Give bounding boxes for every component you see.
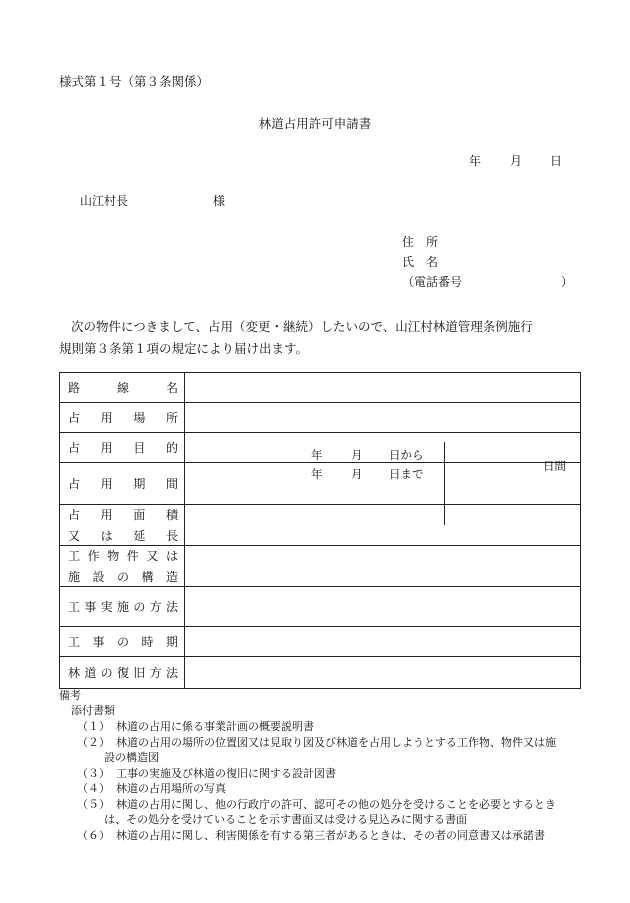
label-construction-time bbox=[60, 626, 185, 656]
notes-subheading: 添付書類 bbox=[71, 704, 115, 717]
notes-heading: 備考 bbox=[59, 689, 81, 702]
label-char: 又 bbox=[68, 528, 81, 543]
label-char: 用 bbox=[100, 411, 113, 426]
label-char: 設 bbox=[92, 569, 105, 584]
note-2-continuation: 設の構造図 bbox=[104, 751, 159, 764]
request-line-1: 次の物件につきまして、占用（変更・継続）したいので、山江村林道管理条例施行 bbox=[71, 319, 533, 334]
row-route-name bbox=[60, 373, 581, 403]
value-construction-time[interactable] bbox=[185, 626, 581, 656]
applicant-phone-label: （電話番号 bbox=[402, 275, 463, 289]
label-char: 名 bbox=[165, 381, 178, 396]
applicant-address-label: 住 所 bbox=[402, 235, 439, 249]
label-char: 占 bbox=[68, 507, 81, 522]
label-char: 林 bbox=[68, 665, 81, 680]
label-char: 旧 bbox=[133, 665, 146, 680]
value-place[interactable] bbox=[185, 403, 581, 433]
note-6-text: 林道の占用に関し、利害関係を有する第三者があるときは、その者の同意書又は承諾書 bbox=[116, 829, 545, 842]
period-from-day: 日から bbox=[389, 448, 424, 463]
period-to-day: 日まで bbox=[389, 467, 424, 482]
label-construction-method bbox=[60, 586, 185, 626]
form-number: 様式第１号（第３条関係） bbox=[59, 74, 210, 89]
label-purpose bbox=[60, 433, 185, 463]
value-area[interactable] bbox=[185, 505, 581, 545]
note-1-text: 林道の占用に係る事業計画の概要説明書 bbox=[116, 720, 314, 733]
label-char: 方 bbox=[149, 665, 162, 680]
label-char: 用 bbox=[100, 477, 113, 492]
note-4-text: 林道の占用場所の写真 bbox=[116, 782, 226, 795]
label-structure bbox=[60, 545, 185, 586]
label-char: 事 bbox=[84, 599, 97, 614]
value-period[interactable] bbox=[185, 448, 581, 505]
note-3-number: （３） bbox=[77, 767, 110, 780]
label-char: 件 bbox=[126, 548, 139, 563]
row-place bbox=[60, 403, 581, 433]
row-restoration bbox=[60, 656, 581, 688]
label-char: 造 bbox=[165, 569, 178, 584]
note-5-continuation: は、その処分を受けていることを示す書面又は受ける見込みに関する書面 bbox=[104, 813, 467, 826]
label-area bbox=[60, 505, 185, 545]
note-5-number: （５） bbox=[77, 798, 110, 811]
label-char: 路 bbox=[68, 381, 81, 396]
label-restoration bbox=[60, 656, 185, 688]
label-char: 施 bbox=[68, 569, 81, 584]
note-6-number: （６） bbox=[77, 829, 110, 842]
note-5-text: 林道の占用に関し、他の行政庁の許可、認可その他の処分を受けることを必要とするとき bbox=[116, 798, 556, 811]
period-from-year: 年 bbox=[311, 448, 323, 463]
row-structure bbox=[60, 545, 581, 586]
label-char: 目 bbox=[133, 441, 146, 456]
application-table bbox=[59, 372, 581, 689]
period-to-month: 月 bbox=[351, 467, 363, 482]
label-char: 工 bbox=[68, 634, 81, 649]
label-char: 間 bbox=[165, 477, 178, 492]
label-char: 工 bbox=[68, 599, 81, 614]
label-period bbox=[60, 463, 185, 505]
applicant-phone-close: ） bbox=[561, 275, 574, 289]
date-year-label: 年 bbox=[469, 154, 482, 168]
value-construction-method[interactable] bbox=[185, 586, 581, 626]
label-place bbox=[60, 403, 185, 433]
value-route-name[interactable] bbox=[185, 373, 581, 403]
label-char: 工 bbox=[68, 548, 81, 563]
label-char: 法 bbox=[165, 599, 178, 614]
note-1-number: （１） bbox=[77, 720, 110, 733]
label-char: 構 bbox=[141, 569, 154, 584]
label-char: 又 bbox=[146, 548, 159, 563]
label-char: 占 bbox=[68, 477, 81, 492]
request-statement bbox=[59, 316, 589, 360]
row-period bbox=[60, 463, 581, 505]
label-char: 所 bbox=[165, 411, 178, 426]
label-char: 面 bbox=[133, 507, 146, 522]
label-char: は bbox=[165, 548, 178, 563]
honorific: 様 bbox=[213, 194, 226, 208]
label-char: 物 bbox=[107, 548, 120, 563]
label-char: の bbox=[133, 599, 146, 614]
label-char: 用 bbox=[100, 441, 113, 456]
label-char: 法 bbox=[165, 665, 178, 680]
label-char: 作 bbox=[87, 548, 100, 563]
document-title: 林道占用許可申請書 bbox=[258, 116, 372, 131]
label-char: 場 bbox=[133, 411, 146, 426]
label-char: 積 bbox=[165, 507, 178, 522]
request-line-2: 規則第３条第１項の規定により届け出ます。 bbox=[59, 341, 309, 356]
label-char: 期 bbox=[165, 634, 178, 649]
label-char: の bbox=[100, 665, 113, 680]
value-restoration[interactable] bbox=[185, 656, 581, 688]
label-char: 長 bbox=[165, 528, 178, 543]
value-purpose[interactable] bbox=[185, 433, 581, 463]
label-char: の bbox=[116, 569, 129, 584]
label-char: 道 bbox=[84, 665, 97, 680]
applicant-name-label: 氏 名 bbox=[402, 255, 439, 269]
period-days: 日間 bbox=[543, 459, 566, 474]
label-char: 方 bbox=[149, 599, 162, 614]
note-4-number: （４） bbox=[77, 782, 110, 795]
addressee: 山江村長 bbox=[80, 194, 129, 208]
period-from-month: 月 bbox=[351, 448, 363, 463]
row-construction-time bbox=[60, 626, 581, 656]
note-3-text: 工事の実施及び林道の復旧に関する設計図書 bbox=[116, 767, 336, 780]
note-2-number: （２） bbox=[77, 736, 110, 749]
label-char: 施 bbox=[116, 599, 129, 614]
label-char: 実 bbox=[100, 599, 113, 614]
note-2-text: 林道の占用の場所の位置図又は見取り図及び林道を占用しようとする工作物、物件又は施 bbox=[116, 736, 556, 749]
label-route-name bbox=[60, 373, 185, 403]
label-char: 時 bbox=[141, 634, 154, 649]
row-construction-method bbox=[60, 586, 581, 626]
label-char: の bbox=[116, 634, 129, 649]
label-char: 期 bbox=[133, 477, 146, 492]
label-char: は bbox=[100, 528, 113, 543]
date-month-label: 月 bbox=[510, 154, 523, 168]
row-area bbox=[60, 505, 581, 545]
label-char: 的 bbox=[165, 441, 178, 456]
period-divider bbox=[444, 442, 445, 525]
label-char: 占 bbox=[68, 411, 81, 426]
value-structure[interactable] bbox=[185, 545, 581, 586]
label-char: 事 bbox=[92, 634, 105, 649]
label-char: 線 bbox=[116, 381, 129, 396]
label-char: 延 bbox=[133, 528, 146, 543]
period-to-year: 年 bbox=[311, 467, 323, 482]
label-char: 用 bbox=[100, 507, 113, 522]
date-day-label: 日 bbox=[550, 154, 563, 168]
label-char: 復 bbox=[116, 665, 129, 680]
label-char: 占 bbox=[68, 441, 81, 456]
